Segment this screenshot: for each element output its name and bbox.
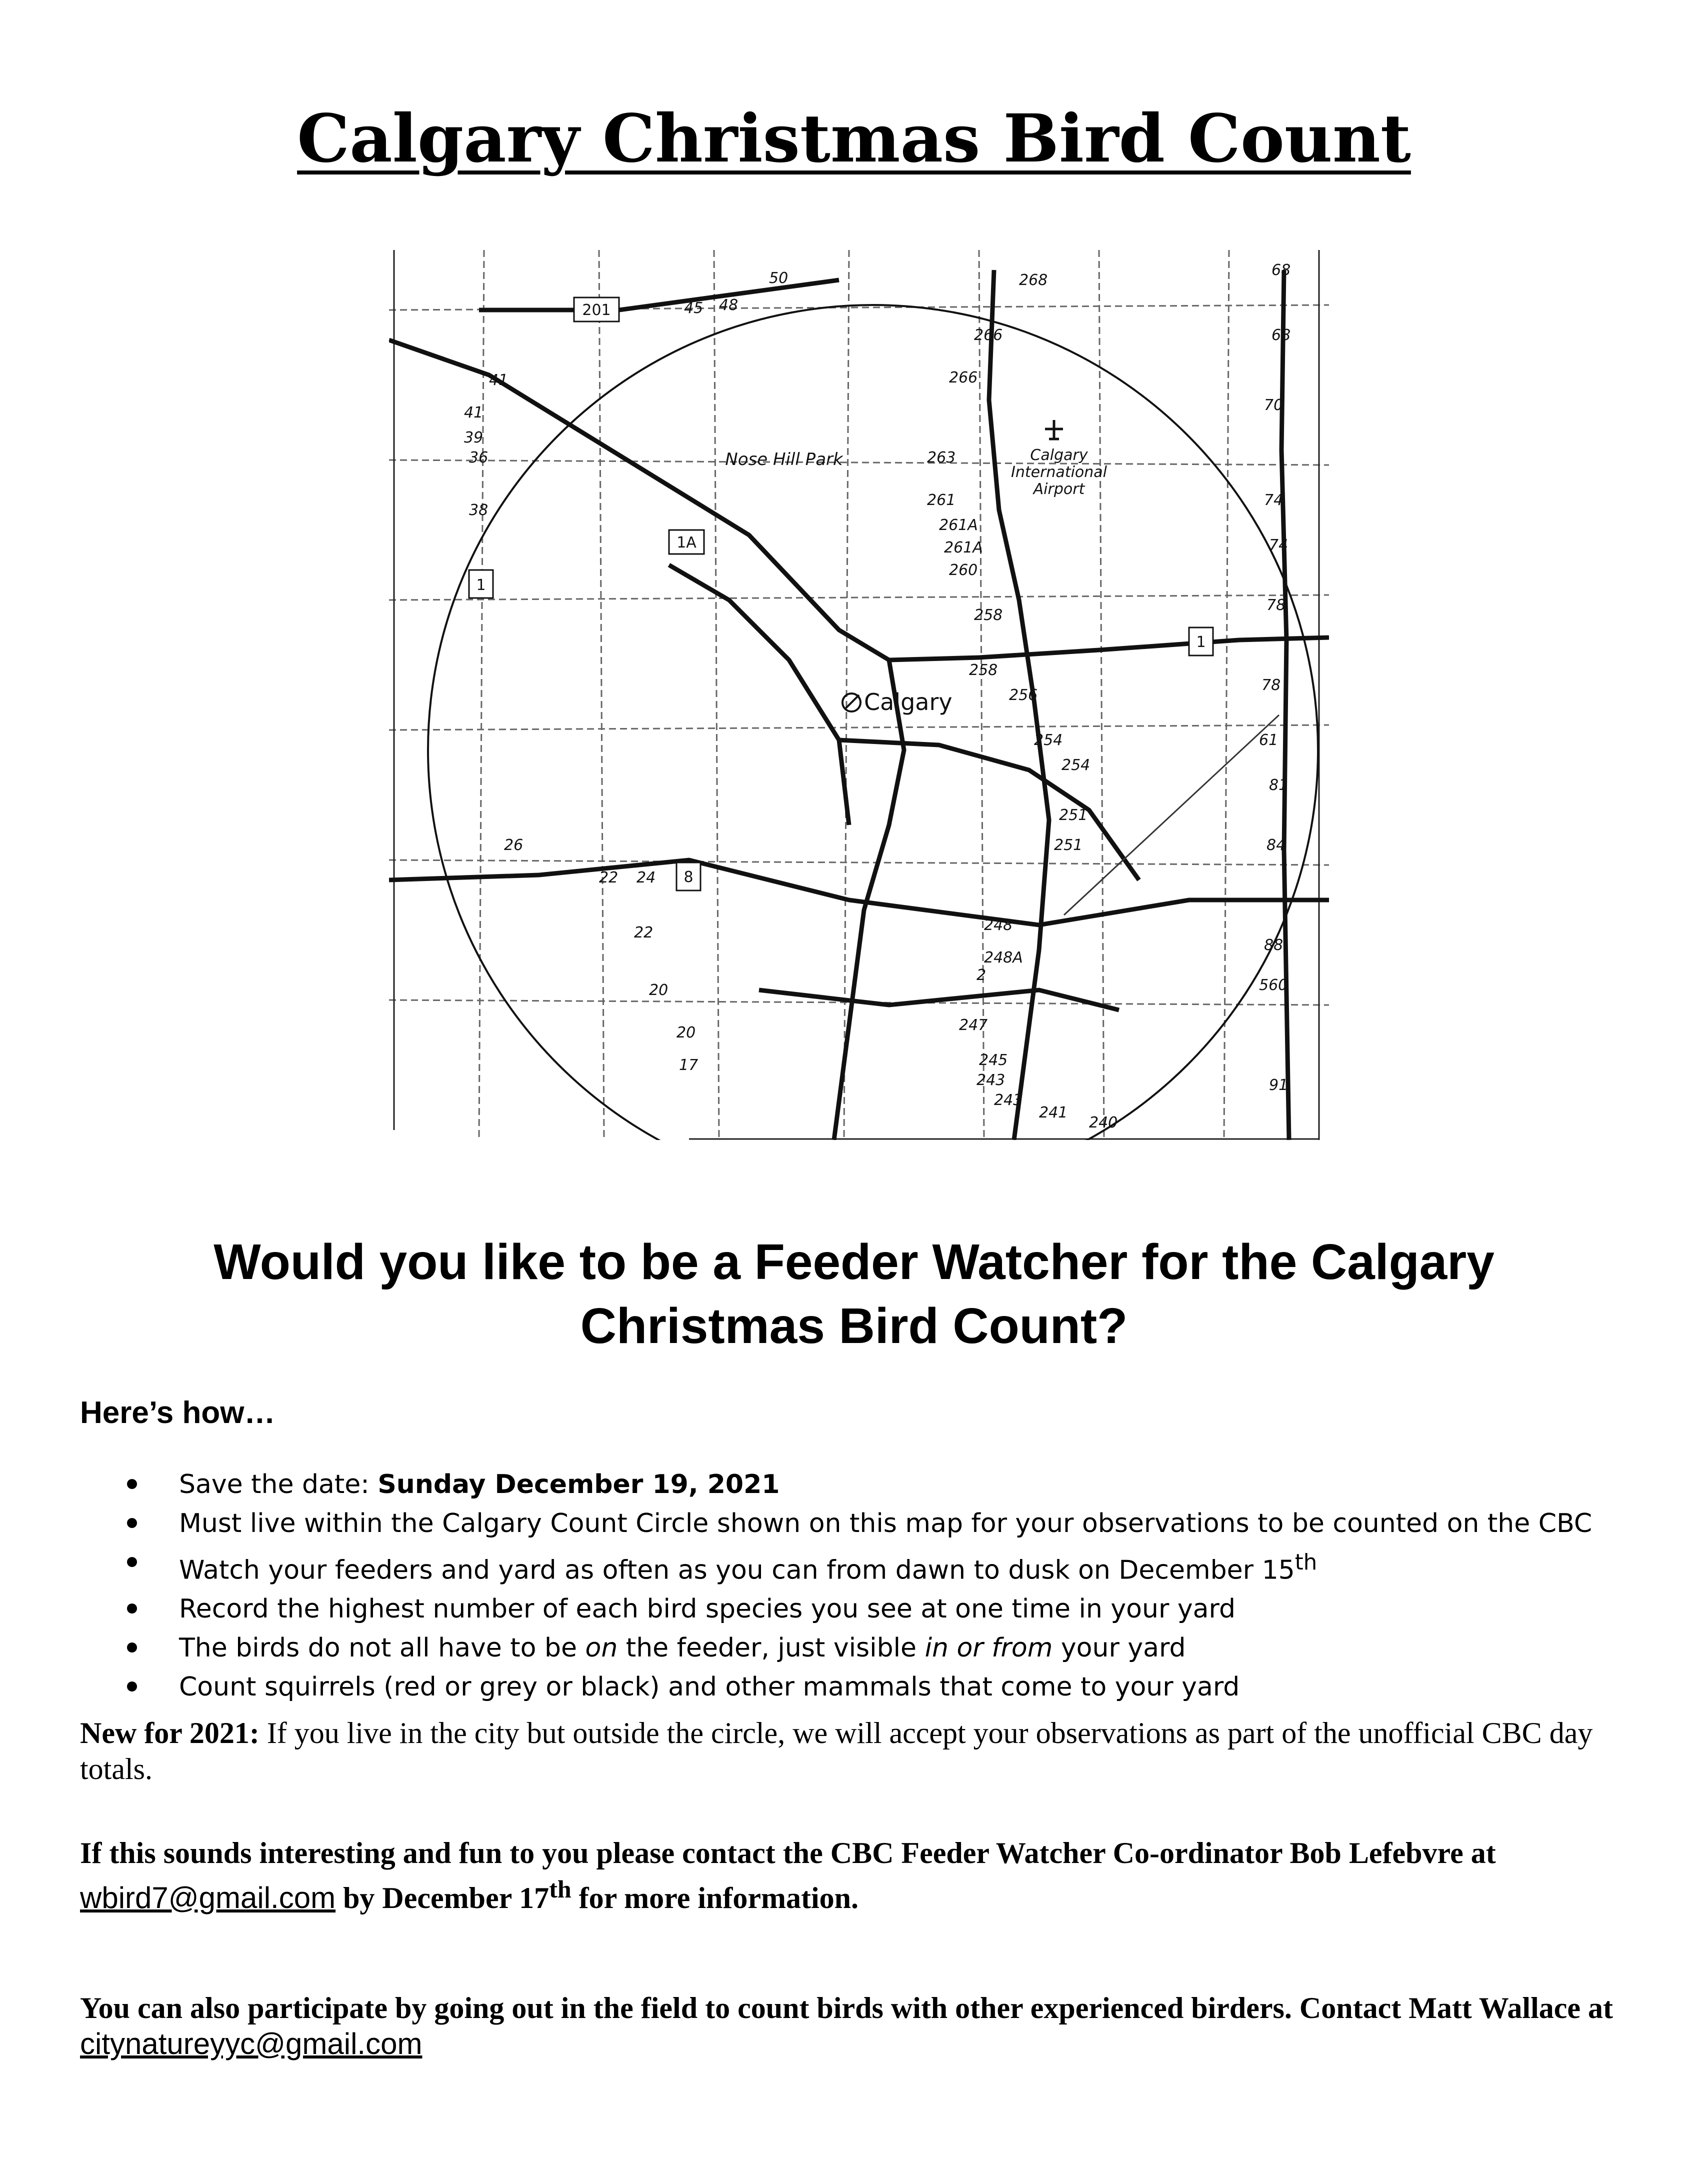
bullet-dot: [127, 1479, 137, 1489]
count-date: Sunday December 19, 2021: [378, 1470, 780, 1500]
coordinator-email-link[interactable]: wbird7@gmail.com: [80, 1881, 336, 1914]
exit-number: 78: [1266, 596, 1286, 614]
circle-requirement: Must live within the Calgary Count Circle shown on this map for your observations to be counted on the CBC: [179, 1508, 1592, 1538]
exit-number: 88: [1264, 936, 1284, 954]
feeder-watcher-question: Would you like to be a Feeder Watcher for the Calgary Christmas Bird Count?: [214, 1234, 1494, 1354]
exit-number: 84: [1266, 836, 1286, 854]
exit-number: 68: [1272, 262, 1291, 279]
instructions-list: [120, 1465, 1620, 1706]
exit-number: 74: [1269, 536, 1288, 554]
heres-how-heading: Here’s how…: [80, 1396, 276, 1430]
exit-number: 17: [679, 1056, 698, 1074]
exit-number: 258: [974, 606, 1003, 624]
exit-number: 560: [1259, 976, 1288, 994]
exit-number: 78: [1262, 676, 1281, 694]
exit-number: 266: [974, 326, 1003, 344]
exit-number: 260: [949, 562, 978, 579]
exit-number: 39: [464, 429, 484, 446]
exit-number: 48: [719, 296, 738, 314]
exit-number: 91: [1269, 1076, 1288, 1094]
field-contact-email-link[interactable]: citynatureyyc@gmail.com: [80, 2027, 422, 2060]
bullet-dot: [127, 1642, 137, 1652]
exit-number: 36: [469, 449, 488, 466]
exit-number: 68: [1272, 326, 1291, 344]
list-item: [120, 1668, 1620, 1706]
nose-hill-park-label: Nose Hill Park: [725, 450, 843, 470]
bullet-dot: [127, 1682, 137, 1692]
exit-number: 38: [469, 502, 488, 519]
exit-number: 248A: [984, 949, 1023, 966]
exit-number: 50: [769, 270, 788, 287]
exit-number: 268: [1019, 272, 1048, 289]
exit-number: 243: [994, 1092, 1023, 1109]
exit-number: 243: [976, 1072, 1006, 1089]
contact-coordinator-paragraph: [80, 1835, 1630, 1916]
exit-number: 20: [649, 982, 668, 999]
birds-text-on: on: [585, 1633, 618, 1664]
exit-number: 24: [636, 869, 656, 886]
list-item: [120, 1543, 1620, 1590]
new-for-2021-paragraph: [80, 1715, 1630, 1787]
exit-number: 254: [1034, 732, 1063, 749]
page-title: Calgary Christmas Bird Count: [297, 100, 1411, 178]
exit-number: 240: [1089, 1114, 1118, 1132]
airport-label-line1: Calgary: [1030, 446, 1088, 464]
exit-number: 248: [984, 916, 1013, 934]
list-item: [120, 1465, 1620, 1504]
list-item: [120, 1504, 1620, 1543]
shield-201-label: 201: [582, 302, 611, 319]
field-participation-paragraph: [80, 1990, 1630, 2062]
birds-text-a: The birds do not all have to be: [179, 1633, 586, 1664]
exit-number: 254: [1062, 756, 1090, 774]
exit-number: 70: [1264, 396, 1284, 414]
exit-number: 258: [969, 662, 998, 679]
exit-number: 247: [959, 1016, 988, 1034]
contact1-text-a: If this sounds interesting and fun to you please contact the CBC Feeder Watcher Co-ordinator Bob Lefebvre at: [80, 1836, 1496, 1870]
exit-number: 74: [1264, 492, 1284, 509]
exit-number: 20: [676, 1024, 696, 1042]
exit-number: 26: [504, 836, 524, 854]
airport-label-line3: Airport: [1033, 480, 1085, 498]
list-item: [120, 1590, 1620, 1628]
count-squirrels-text: Count squirrels (red or grey or black) and other mammals that come to your yard: [179, 1672, 1240, 1702]
exit-number: 263: [927, 449, 956, 466]
new-for-text: If you live in the city but outside the circle, we will accept your observations as part of the unofficial CBC day totals.: [80, 1716, 1593, 1786]
exit-number: 45: [684, 300, 704, 317]
exit-number: 251: [1054, 836, 1083, 854]
exit-number: 22: [599, 869, 618, 886]
birds-text-c: your yard: [1052, 1633, 1186, 1664]
bullet-dot: [127, 1557, 137, 1567]
birds-text-b: the feeder, just visible: [618, 1633, 925, 1664]
shield-1-east-label: 1: [1196, 634, 1206, 651]
record-highest-text: Record the highest number of each bird species you see at one time in your yard: [179, 1594, 1236, 1624]
bullet-dot: [127, 1604, 137, 1614]
exit-number: 261A: [944, 539, 983, 556]
exit-number: 41: [489, 372, 508, 389]
exit-number: 41: [464, 404, 484, 422]
airport-label-line2: International: [1011, 464, 1107, 481]
exit-number: 251: [1059, 806, 1088, 824]
exit-number: 261A: [939, 516, 978, 534]
shield-1-west-label: 1: [476, 576, 486, 594]
bullet-dot: [127, 1518, 137, 1528]
exit-number: 61: [1259, 732, 1278, 749]
exit-number: 245: [979, 1052, 1008, 1069]
birds-text-in-or-from: in or from: [924, 1633, 1053, 1664]
ordinal-suffix: th: [1294, 1550, 1318, 1575]
exit-number: 266: [949, 369, 978, 386]
save-date-prefix: Save the date:: [179, 1470, 378, 1500]
exit-number: 256: [1009, 686, 1038, 704]
count-circle-map: [389, 250, 1329, 1140]
exit-number: 2: [976, 966, 986, 984]
contact1-text-c: for more information.: [571, 1882, 858, 1914]
calgary-city-label: Calgary: [864, 688, 952, 716]
contact1-text-b: by December 17: [336, 1882, 550, 1914]
exit-number: 81: [1269, 776, 1288, 794]
shield-1a-label: 1A: [676, 534, 696, 552]
exit-number: 22: [634, 924, 654, 942]
ordinal-suffix: th: [549, 1875, 572, 1903]
exit-number: 261: [927, 492, 956, 509]
contact2-text-a: You can also participate by going out in the field to count birds with other experienced birders. Contact Matt Wallace at: [80, 1992, 1613, 2024]
list-item: [120, 1628, 1620, 1668]
exit-number: 241: [1039, 1104, 1068, 1122]
new-for-label: New for 2021:: [80, 1716, 260, 1750]
shield-8-label: 8: [684, 868, 694, 886]
watch-feeders-text: Watch your feeders and yard as often as you can from dawn to dusk on December 15: [179, 1555, 1295, 1586]
